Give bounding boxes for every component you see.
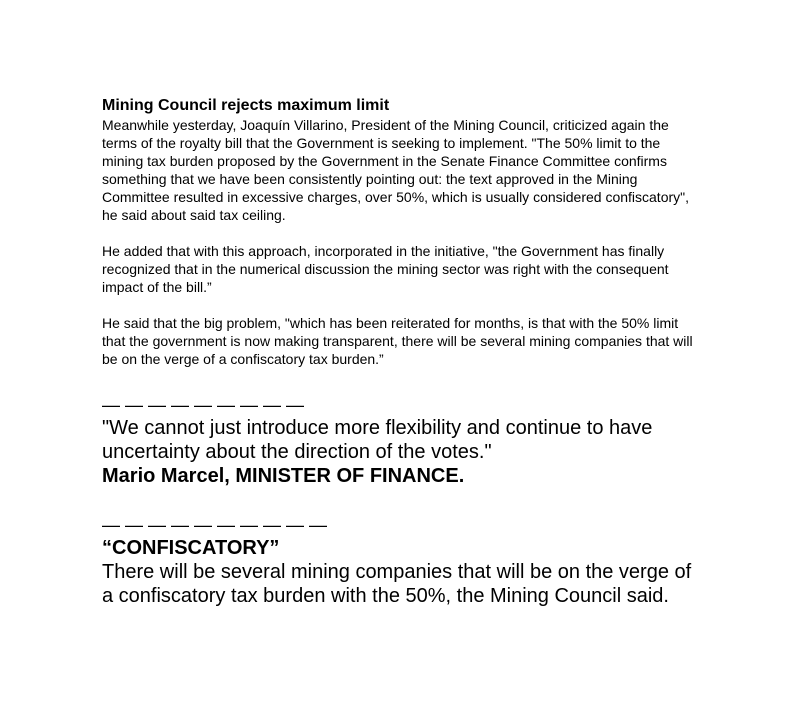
- callout-title: “CONFISCATORY”: [102, 537, 280, 559]
- article-paragraph: Meanwhile yesterday, Joaquín Villarino, President of the Mining Council, criticized again the terms of the royalty bill that the Government is seeking to implement. "The 50% limit to the mining tax burden proposed by the Government in the Senate Finance Committee confirms something that we have been consistently pointing out: the text approved in the Mining Committee resulted in excessive charges, over 50%, which is usually considered confiscatory", he said about said tax ceiling.: [102, 117, 690, 223]
- dash-rule: — — — — — — — — —: [102, 395, 305, 415]
- article-headline: Mining Council rejects maximum limit: [102, 97, 390, 114]
- callout-text: There will be several mining companies that will be on the verge of a confiscatory tax burden with the 50%, the Mining Council said.: [102, 561, 692, 607]
- article-paragraph: He said that the big problem, "which has been reiterated for months, is that with the 50% limit that the government is now making transparent, there will be several mining companies that will be on the verge of a confiscatory tax burden.”: [102, 315, 693, 367]
- article-paragraph: He added that with this approach, incorporated in the initiative, "the Government has finally recognized that in the numerical discussion the mining sector was right with the consequent impact of the bill.”: [102, 243, 669, 295]
- quote-attribution: Mario Marcel, MINISTER OF FINANCE.: [102, 465, 465, 487]
- pull-quote: "We cannot just introduce more flexibility and continue to have uncertainty about the direction of the votes.": [102, 417, 653, 463]
- dash-rule: — — — — — — — — — —: [102, 515, 328, 535]
- document-page: [102, 96, 702, 608]
